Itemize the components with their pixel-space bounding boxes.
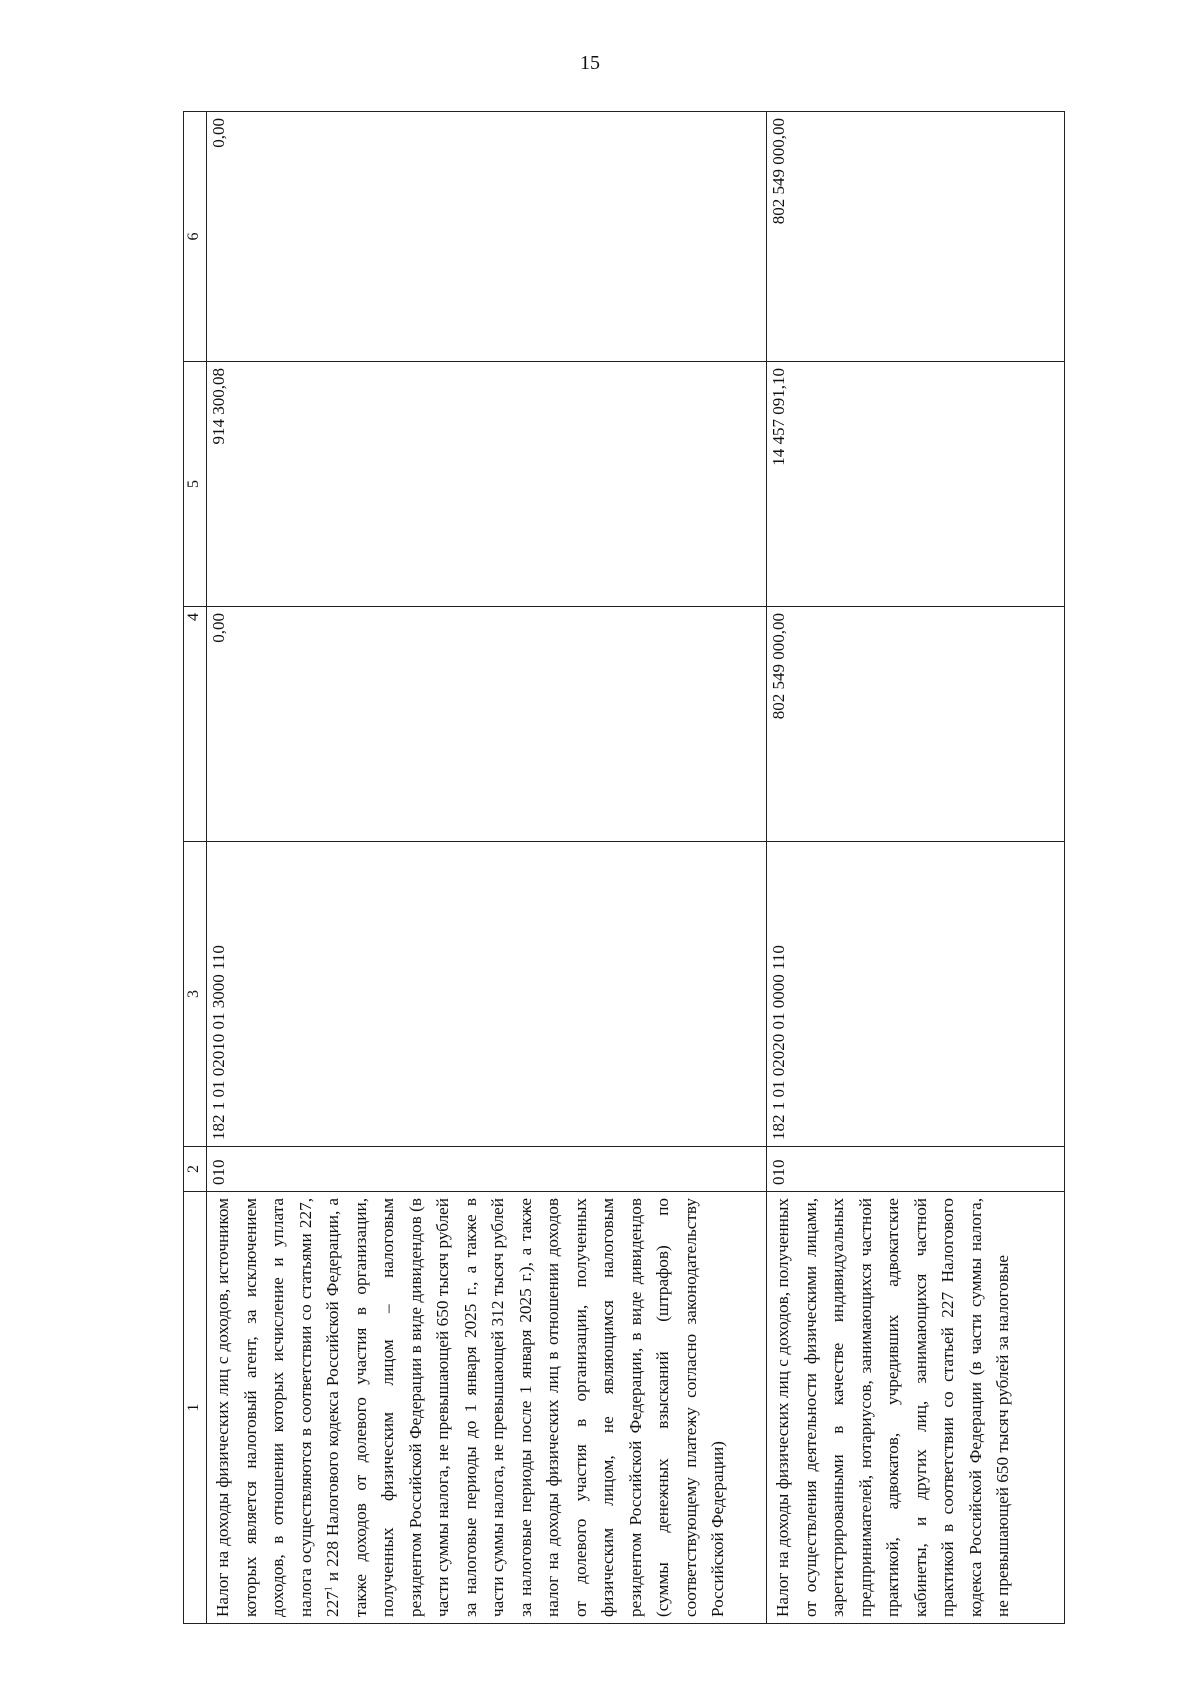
row-budget-code: 182 1 01 02020 01 0000 110 [767, 842, 1065, 1147]
rotated-table-canvas [183, 112, 1063, 1624]
budget-table [183, 111, 1065, 1624]
row-amount-col5: 14 457 091,10 [767, 362, 1065, 607]
row-amount-col6: 0,00 [207, 112, 767, 362]
row-description [767, 1192, 1065, 1624]
description-superscript: 1 [323, 1586, 335, 1592]
header-col-2: 2 [184, 1147, 207, 1192]
page-number: 15 [580, 52, 600, 74]
table-row [767, 112, 1065, 1624]
description-text-continued: и 228 Налогового кодекса Российской Федерации, а также доходов от долевого участия в организации, полученных физическим лицом – налоговым резидентом Российской Федерации в виде дивидендов (в части суммы налога, не превышающей 650 тысяч рублей за налоговые периоды до 1 января 2025 г., а также в части суммы налога, не превышающей 312 тысяч рублей за налоговые периоды после 1 января 2025 г.), а также налог на доходы физических лиц в отношении доходов от долевого участия в организации, полученных физическим лицом, не являющимся налоговым резидентом Российской Федерации, в виде дивидендов (суммы денежных взысканий (штрафов) по соответствующему платежу согласно законодательству Российской Федерации) [323, 1198, 727, 1617]
header-col-5: 5 [184, 362, 207, 607]
table-row [207, 112, 767, 1624]
description-text: Налог на доходы физических лиц с доходов, источником которых является налоговый агент, за исключением доходов, в отношении которых исчисление и уплата налога осуществляются в соответствии со статьями 227, 227 [213, 1198, 342, 1617]
header-col-4: 4 [184, 607, 207, 842]
row-amount-col4: 802 549 000,00 [767, 607, 1065, 842]
row-amount-col5: 914 300,08 [207, 362, 767, 607]
table-header-row [184, 112, 207, 1624]
row-description [207, 1192, 767, 1624]
row-line-code: 010 [207, 1147, 767, 1192]
row-amount-col4: 0,00 [207, 607, 767, 842]
header-col-3: 3 [184, 842, 207, 1147]
row-amount-col6: 802 549 000,00 [767, 112, 1065, 362]
rotated-table-wrapper [183, 112, 1063, 1624]
row-line-code: 010 [767, 1147, 1065, 1192]
header-col-1: 1 [184, 1192, 207, 1624]
description-text: Налог на доходы физических лиц с доходов, полученных от осуществления деятельности физическими лицами, зарегистрированными в качестве индивидуальных предпринимателей, нотариусов, занимающихся частной практикой, адвокатов, учредивших адвокатские кабинеты, и других лиц, занимающихся частной практикой в соответствии со статьей 227 Налогового кодекса Российской Федерации (в части суммы налога, не превышающей 650 тысяч рублей за налоговые [773, 1198, 1012, 1617]
row-budget-code: 182 1 01 02010 01 3000 110 [207, 842, 767, 1147]
header-col-6: 6 [184, 112, 207, 362]
